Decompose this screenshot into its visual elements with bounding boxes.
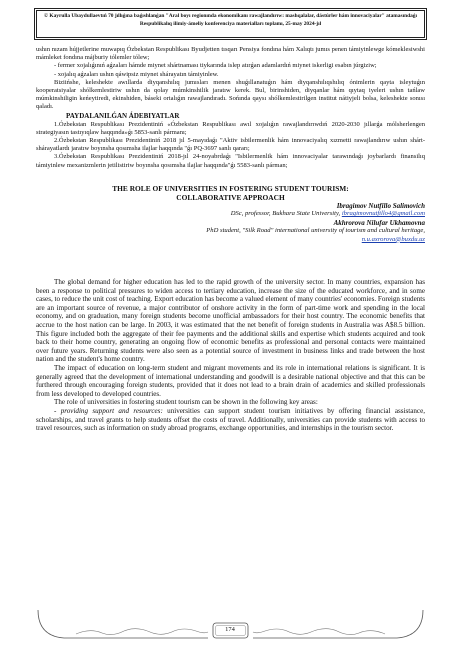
reference-item: 3.Ózbekstan Respublikası Prezidentiniń 2018-jıl 24-noyabrdaǵı "Isbilermenlik hám innovaciyalar tarawındaǵı joybarlardı finansilıq támiyinlew mexanizmlerin jetilistiriw boyınsha qosımsha ilajlar haqqında"ǵı 5583-sanlı párman; [36, 153, 425, 169]
body-list-item [36, 407, 425, 433]
ornament-swirl-right [253, 629, 385, 635]
conference-banner-text: © Kayrulla Ubaydullaevtıń 70 jıllıǵına baǵıshlanǵan "Aral boyı regionında ekonomikanı rawajlandırıw: mashqalalar, dástúrler hám innovaciyalar" atamasındaǵı Respublikalıq ilimiy-ámeliy konferenciya materialları toplamı, 25-may 2024-jıl [44, 13, 417, 28]
author-email-link[interactable]: n.u.axrorova@buxdu.uz [361, 235, 425, 243]
ornament-border-right [253, 610, 423, 638]
author-name: Ibragimov Nutfillo Salimovich [336, 201, 425, 210]
page-number: 174 [225, 626, 235, 633]
body-paragraph: The impact of education on long-term student and migrant movements and its role in international relations is significant. It is generally agreed that the development of international understanding and goodwill is a desirable national objective and that this can be furthered through encouraging foreign students, provided that it does not lead to a brain drain of academics and skilled professionals from less developed to developed countries. [36, 364, 425, 398]
author-affiliation [36, 210, 425, 218]
article-title-line: THE ROLE OF UNIVERSITIES IN FOSTERING STUDENT TOURISM: [112, 183, 349, 193]
author-email-link[interactable]: ibragimovnutfillo4@gmail.com [341, 210, 425, 218]
list-item-lead: - providing support and resources: [54, 406, 163, 415]
prev-paragraph: - xojalıq aǵzaları ushın qáwipsiz miynet shárayatın támiyinlew. [54, 70, 219, 78]
author-affiliation-text: DSc, professor, Bukhara State University, [230, 210, 342, 218]
author-affiliation: PhD student, "Silk Road" international university of tourism and cultural heritage, [206, 227, 425, 235]
prev-paragraph: Biziińshe, keleshekte awıllarda diyqanshılıq jumısları menen shuǵıllanatuǵın hám diyqanshılıqshılıq ónimlerin qayta isleytuǵın kooperatsiyalar shólkemlestiriw ushın da qolay múmkinshilik jaratıw kerek. Bul, birinshiden, diyqanlar hám qıytaq iyeleri ushın tańlaw múmkinshiligin keńeytiredi, ekinshiden, báseki ortalıǵın rawajlandıradı. Sońında qaysı shólkemlestirilgen institut nátiyjeli bolsa, keleshekte sonısı qaladı. [36, 78, 425, 111]
page-content [36, 46, 425, 433]
ornament-swirl-left [76, 629, 208, 635]
reference-item: 2.Ózbekstan Respublikası Prezidentiniń 2018 jıl 5-mayıdaǵı "Aktiv isbilermenlik hám innovaciyalıq xızmetti rawajlandırıw ushın shárt-shárayatlardı jaratıw boyınsha qosımsha ilajlar haqqında "ǵı PQ-3697 sanlı qararı; [36, 137, 425, 153]
list-item-text: universities can support student tourism initiatives by offering financial assistance, scholarships, and travel grants to help students offset the costs of travel. Additionally, universities can provide students with access to travel resources, such as information on study abroad programs, exchange opportunities, and internships in the tourism sector. [36, 406, 426, 433]
body-paragraph: The role of universities in fostering student tourism can be shown in the following key areas: [54, 398, 318, 407]
article-body [36, 278, 425, 433]
article-title [36, 184, 425, 202]
ornament-border-left [38, 610, 208, 638]
reference-item: 1.Ózbekstan Respublikası Prezidentiniń «Ózbekstan Respublikası awıl xojalıǵın rawajlandırıwdıń 2020-2030 jıllarǵa mólsherlengen strategiyasın tastıyıqlaw haqqında»ǵı 5853-sanlı pármanı; [36, 120, 425, 136]
author-email [36, 236, 425, 244]
author-name: Akhrorova Nilufar Ukhamovna [333, 218, 425, 227]
prev-paragraph: ushın nızam hújjetlerine muwapıq Ózbekstan Respublikası Byudjetten tısqarı Pensiya fondına hám Xalıqtı jumıs penen támiyinlewge kómeklesiwshi mámleket fondına májburiy tólemler tólew; [36, 46, 425, 62]
prev-paragraph: - fermer xojalıǵınıń aǵzaları hámde miynet shártnaması tiykarında islep atırǵan adamlardıń miynet iskerligi esabın júrgiziw; [54, 62, 377, 70]
article-title-line: COLLABORATIVE APPROACH [176, 192, 285, 202]
body-paragraph: The global demand for higher education has led to the rapid growth of the university sector. In many countries, expansion has been a response to political pressures to widen access to tertiary education, increase the size of the educated workforce, and in some cases, to reduce the unit cost of teaching. Export education has become a valued element of many countries' economies. Foreign students are an important source of revenue, a major contributor of onshore activity in the form of part-time work and spending in the local economy, and on graduation, many foreign students become unofficial ambassadors for their host country. The economic benefits that accrue to the host nation can be large. In 2003, it was estimated that the net benefit of foreign students in Australia was A$8.5 billion. This figure included both the aggregate of their fee payments and the additional skills and expertise which students acquired and took back to their home country, generating an ongoing flow of economic benefits as professional and personal contacts were maintained over future years. Returning students were also seen as a potential source of investment in business links and trade between the host nation and the student's home country. [36, 278, 425, 364]
conference-banner [36, 10, 425, 38]
references-heading: PAYDALANILǴAN ÁDEBIYATLAR [66, 111, 180, 120]
